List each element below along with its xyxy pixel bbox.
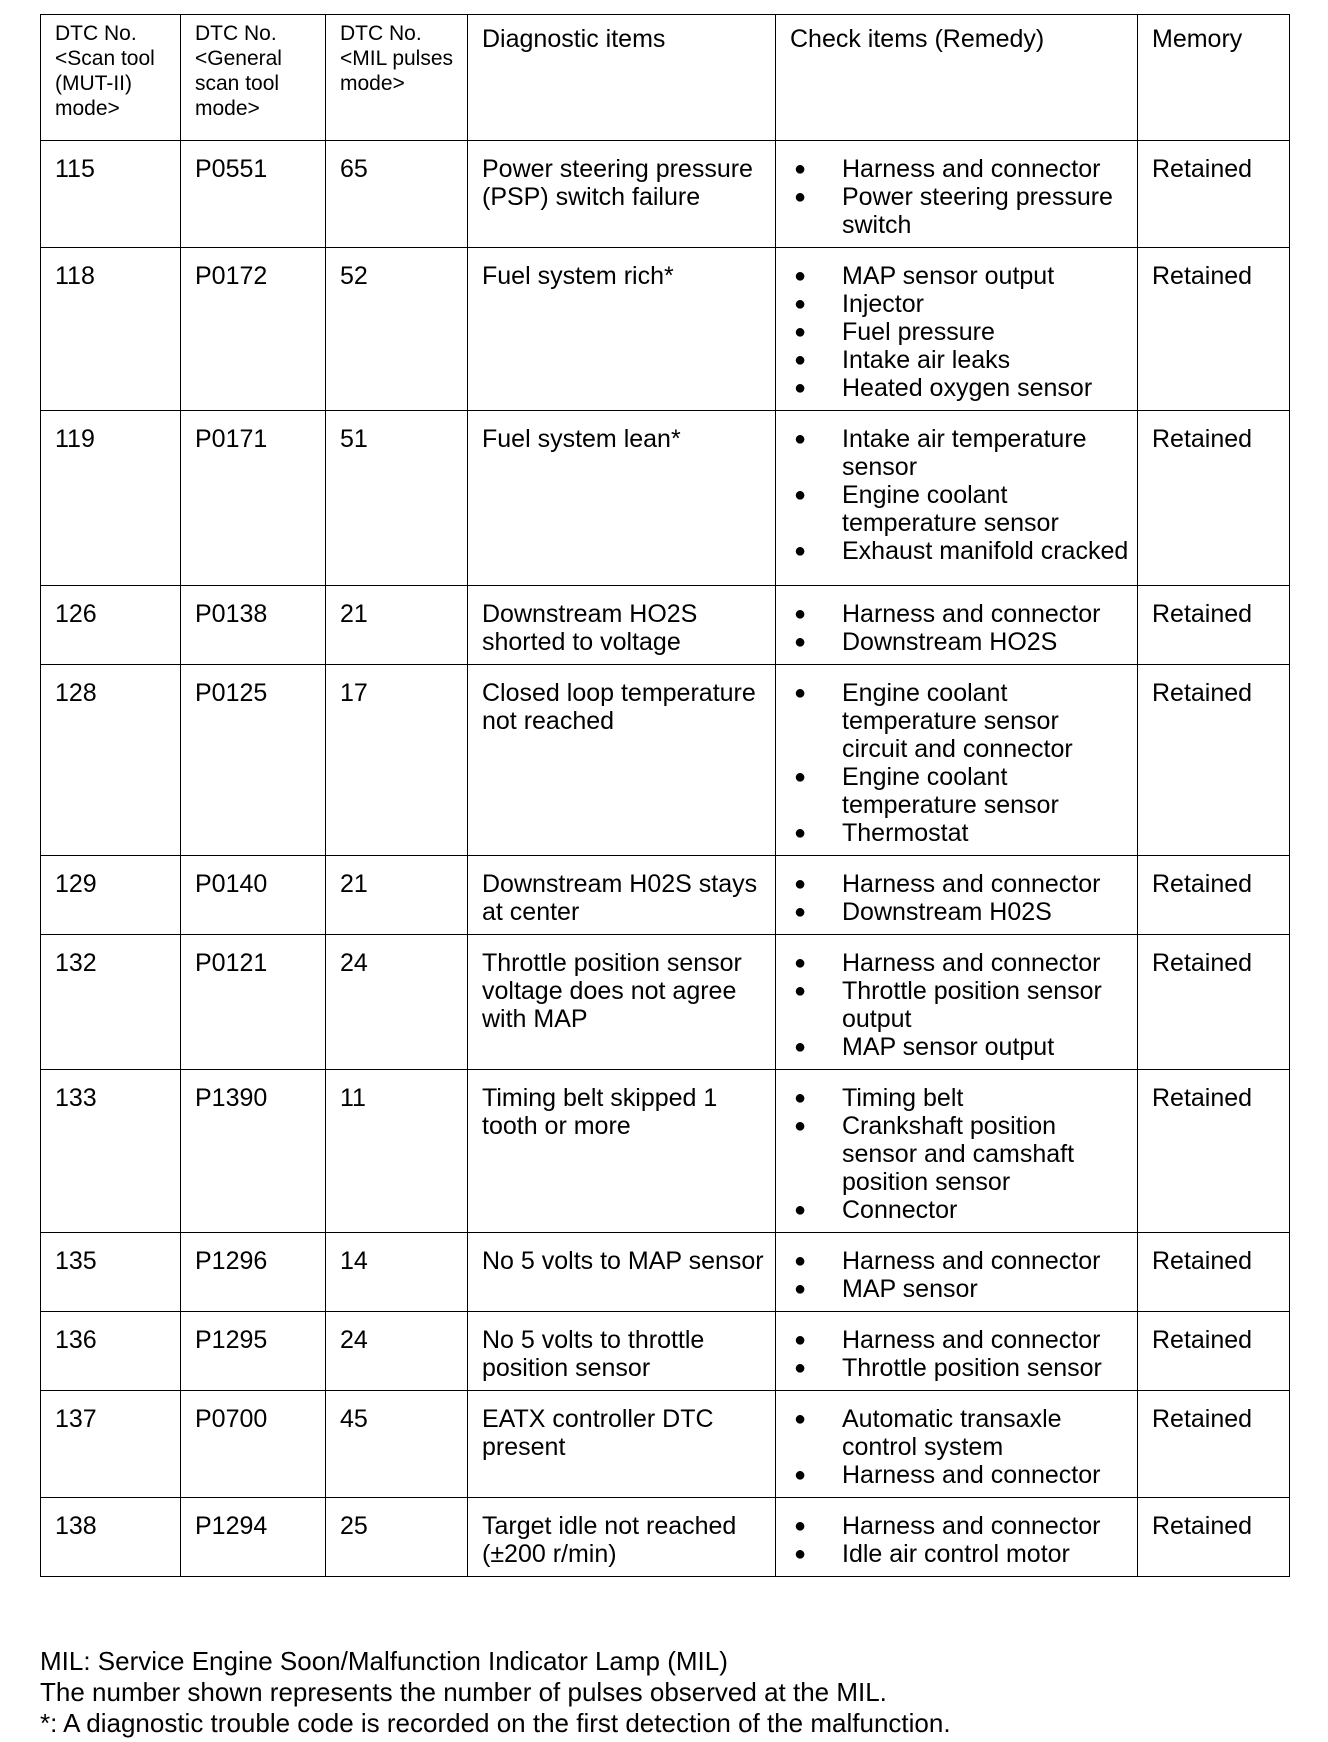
header-general-scan: DTC No. <General scan tool mode> [181, 15, 326, 141]
check-items-cell [776, 1312, 1138, 1391]
footnote-mil: MIL: Service Engine Soon/Malfunction Indicator Lamp (MIL) [40, 1646, 728, 1676]
check-item: ● Engine coolant temperature sensor [790, 763, 1129, 819]
check-item: ● Harness and connector [790, 1512, 1129, 1540]
mil-pulses-cell: 24 [326, 1312, 468, 1391]
table-row [41, 1498, 1290, 1577]
scan-tool-code-cell: 119 [41, 411, 181, 586]
mil-pulses-cell: 17 [326, 665, 468, 856]
diagnostic-item-cell: EATX controller DTC present [468, 1391, 776, 1498]
scan-tool-code-cell: 136 [41, 1312, 181, 1391]
table-row [41, 1070, 1290, 1233]
scan-tool-code-cell: 132 [41, 935, 181, 1070]
scan-tool-code-cell: 115 [41, 141, 181, 248]
check-item: ● Harness and connector [790, 600, 1129, 628]
check-items-cell [776, 856, 1138, 935]
check-item: ● Crankshaft position sensor and camshaft position sensor [790, 1112, 1129, 1196]
mil-pulses-cell: 52 [326, 248, 468, 411]
mil-pulses-cell: 21 [326, 586, 468, 665]
diagnostic-item-cell: Power steering pressure (PSP) switch failure [468, 141, 776, 248]
header-mil-pulses: DTC No. <MIL pulses mode> [326, 15, 468, 141]
check-items-list [790, 1247, 1129, 1303]
table-header [41, 15, 1290, 141]
scan-tool-code-cell: 128 [41, 665, 181, 856]
general-scan-code-cell: P0125 [181, 665, 326, 856]
check-items-cell [776, 1233, 1138, 1312]
scan-tool-code-cell: 138 [41, 1498, 181, 1577]
diagnostic-item-cell: No 5 volts to MAP sensor [468, 1233, 776, 1312]
mil-pulses-cell: 21 [326, 856, 468, 935]
scan-tool-code-cell: 118 [41, 248, 181, 411]
diagnostic-item-cell: Target idle not reached (±200 r/min) [468, 1498, 776, 1577]
table-row [41, 586, 1290, 665]
diagnostic-item-cell: Timing belt skipped 1 tooth or more [468, 1070, 776, 1233]
footnote-asterisk: *: A diagnostic trouble code is recorded on the first detection of the malfunction. [40, 1708, 951, 1738]
general-scan-code-cell: P0172 [181, 248, 326, 411]
header-row [41, 15, 1290, 141]
diagnostic-item-cell: Downstream H02S stays at center [468, 856, 776, 935]
mil-pulses-cell: 25 [326, 1498, 468, 1577]
header-check-items: Check items (Remedy) [776, 15, 1138, 141]
check-item: ● Harness and connector [790, 949, 1129, 977]
check-item: ● MAP sensor output [790, 262, 1129, 290]
diagnostic-item-cell: Fuel system lean* [468, 411, 776, 586]
diagnostic-item-cell: Fuel system rich* [468, 248, 776, 411]
memory-cell: Retained [1138, 1391, 1290, 1498]
check-items-list [790, 949, 1129, 1061]
check-item: ● Idle air control motor [790, 1540, 1129, 1568]
check-item: ● Harness and connector [790, 1461, 1129, 1489]
memory-cell: Retained [1138, 856, 1290, 935]
table-row [41, 665, 1290, 856]
general-scan-code-cell: P0140 [181, 856, 326, 935]
mil-pulses-cell: 24 [326, 935, 468, 1070]
check-item: ● Engine coolant temperature sensor circuit and connector [790, 679, 1129, 763]
check-items-cell [776, 1070, 1138, 1233]
footnotes [40, 1646, 951, 1739]
check-item: ● Timing belt [790, 1084, 1129, 1112]
mil-pulses-cell: 11 [326, 1070, 468, 1233]
general-scan-code-cell: P0138 [181, 586, 326, 665]
check-items-list [790, 870, 1129, 926]
header-scan-tool: DTC No. <Scan tool (MUT-II) mode> [41, 15, 181, 141]
check-item: ● Heated oxygen sensor [790, 374, 1129, 402]
memory-cell: Retained [1138, 411, 1290, 586]
general-scan-code-cell: P1296 [181, 1233, 326, 1312]
table-row [41, 935, 1290, 1070]
memory-cell: Retained [1138, 248, 1290, 411]
check-items-list [790, 1405, 1129, 1489]
check-items-cell [776, 411, 1138, 586]
dtc-table [40, 14, 1290, 1577]
check-items-list [790, 155, 1129, 239]
check-item: ● Engine coolant temperature sensor [790, 481, 1129, 537]
check-item: ● Automatic transaxle control system [790, 1405, 1129, 1461]
memory-cell: Retained [1138, 1312, 1290, 1391]
check-items-list [790, 1084, 1129, 1224]
check-item: ● Harness and connector [790, 870, 1129, 898]
check-item: ● Injector [790, 290, 1129, 318]
table-row [41, 248, 1290, 411]
check-items-cell [776, 1391, 1138, 1498]
table-row [41, 411, 1290, 586]
general-scan-code-cell: P0121 [181, 935, 326, 1070]
check-item: ● Throttle position sensor [790, 1354, 1129, 1382]
scan-tool-code-cell: 126 [41, 586, 181, 665]
check-items-list [790, 425, 1129, 565]
diagnostic-item-cell: Throttle position sensor voltage does not agree with MAP [468, 935, 776, 1070]
check-item: ● Throttle position sensor output [790, 977, 1129, 1033]
check-item: ● MAP sensor output [790, 1033, 1129, 1061]
check-item: ● Downstream H02S [790, 898, 1129, 926]
general-scan-code-cell: P0700 [181, 1391, 326, 1498]
check-items-list [790, 1512, 1129, 1568]
check-item: ● Connector [790, 1196, 1129, 1224]
table-row [41, 1391, 1290, 1498]
table-row [41, 141, 1290, 248]
diagnostic-item-cell: Closed loop temperature not reached [468, 665, 776, 856]
general-scan-code-cell: P1295 [181, 1312, 326, 1391]
check-item: ● Harness and connector [790, 1326, 1129, 1354]
memory-cell: Retained [1138, 665, 1290, 856]
memory-cell: Retained [1138, 586, 1290, 665]
check-item: ● Intake air leaks [790, 346, 1129, 374]
table-row [41, 1312, 1290, 1391]
mil-pulses-cell: 51 [326, 411, 468, 586]
check-item: ● Thermostat [790, 819, 1129, 847]
table-row [41, 1233, 1290, 1312]
check-item: ● Intake air temperature sensor [790, 425, 1129, 481]
header-diagnostic-items: Diagnostic items [468, 15, 776, 141]
general-scan-code-cell: P1390 [181, 1070, 326, 1233]
header-memory: Memory [1138, 15, 1290, 141]
check-items-list [790, 262, 1129, 402]
table-row [41, 856, 1290, 935]
general-scan-code-cell: P0551 [181, 141, 326, 248]
check-items-cell [776, 141, 1138, 248]
check-items-cell [776, 935, 1138, 1070]
memory-cell: Retained [1138, 1233, 1290, 1312]
check-items-cell [776, 586, 1138, 665]
check-item: ● Harness and connector [790, 1247, 1129, 1275]
check-items-cell [776, 248, 1138, 411]
memory-cell: Retained [1138, 1498, 1290, 1577]
check-items-list [790, 1326, 1129, 1382]
memory-cell: Retained [1138, 935, 1290, 1070]
general-scan-code-cell: P1294 [181, 1498, 326, 1577]
scan-tool-code-cell: 129 [41, 856, 181, 935]
mil-pulses-cell: 45 [326, 1391, 468, 1498]
memory-cell: Retained [1138, 1070, 1290, 1233]
mil-pulses-cell: 14 [326, 1233, 468, 1312]
scan-tool-code-cell: 133 [41, 1070, 181, 1233]
check-item: ● Fuel pressure [790, 318, 1129, 346]
scan-tool-code-cell: 135 [41, 1233, 181, 1312]
memory-cell: Retained [1138, 141, 1290, 248]
check-items-cell [776, 1498, 1138, 1577]
check-item: ● Exhaust manifold cracked [790, 537, 1129, 565]
general-scan-code-cell: P0171 [181, 411, 326, 586]
check-item: ● Downstream HO2S [790, 628, 1129, 656]
footnote-pulses: The number shown represents the number of pulses observed at the MIL. [40, 1677, 887, 1707]
scan-tool-code-cell: 137 [41, 1391, 181, 1498]
check-item: ● Power steering pressure switch [790, 183, 1129, 239]
mil-pulses-cell: 65 [326, 141, 468, 248]
diagnostic-item-cell: Downstream HO2S shorted to voltage [468, 586, 776, 665]
diagnostic-item-cell: No 5 volts to throttle position sensor [468, 1312, 776, 1391]
check-items-list [790, 679, 1129, 847]
check-item: ● Harness and connector [790, 155, 1129, 183]
check-items-cell [776, 665, 1138, 856]
check-item: ● MAP sensor [790, 1275, 1129, 1303]
table-body [41, 141, 1290, 1577]
check-items-list [790, 600, 1129, 656]
